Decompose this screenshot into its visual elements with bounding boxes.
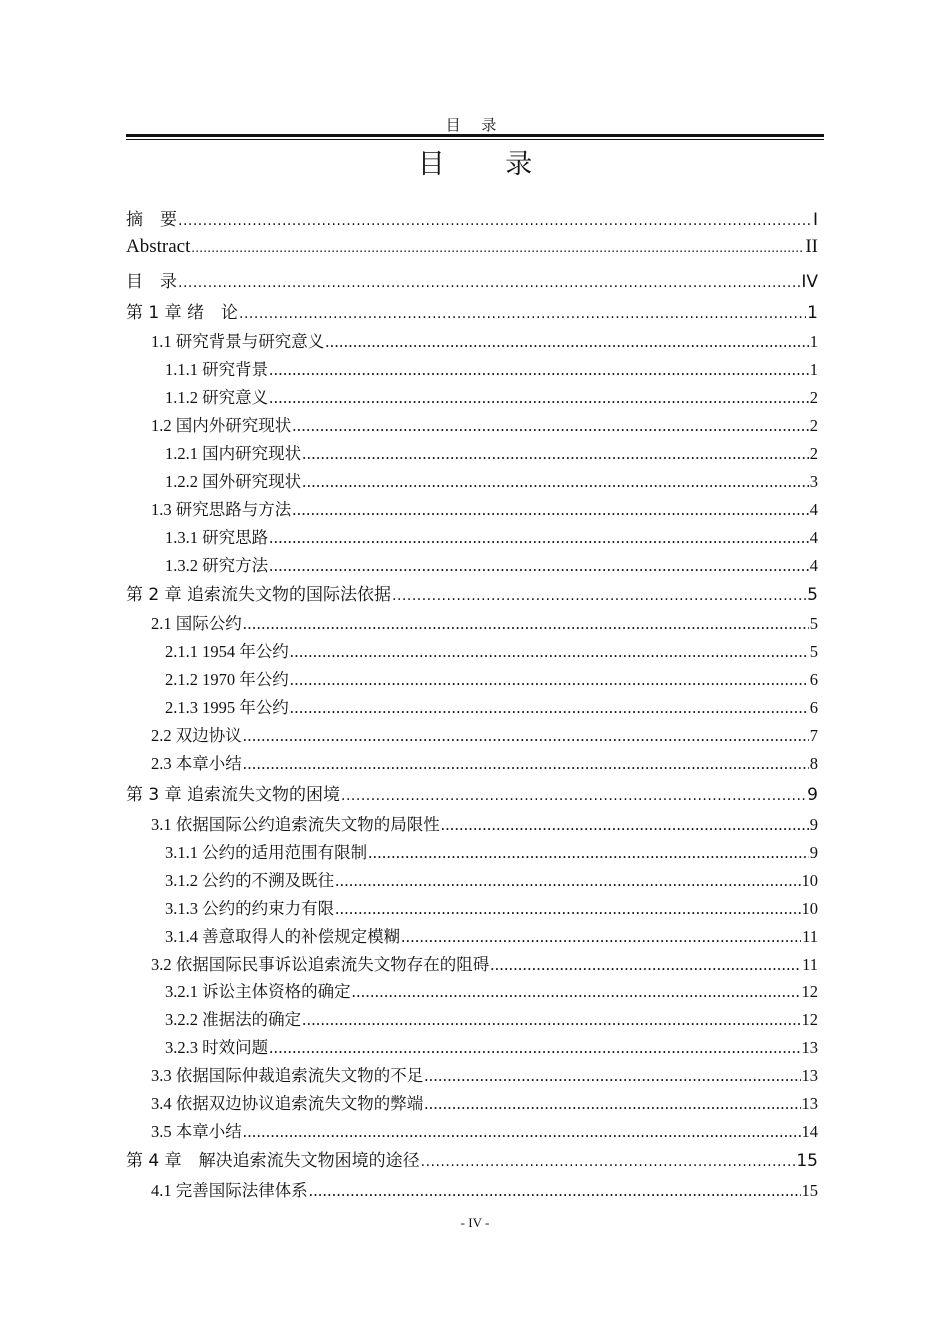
toc-dot-leader [341,788,806,804]
toc-dot-leader [424,1066,800,1086]
toc-entry[interactable] [126,328,818,352]
toc-entry[interactable] [126,1034,818,1058]
toc-dot-leader [441,815,809,835]
toc-entry[interactable] [126,1146,818,1171]
toc-dot-leader [368,843,809,863]
toc-entry-page: 1 [807,303,818,323]
toc-entry[interactable] [126,951,818,975]
toc-entry-page: 8 [809,754,818,773]
toc-entry-label: 3.1 依据国际公约追索流失文物的局限性 [151,815,440,834]
toc-entry-label: 1.2.2 国外研究现状 [165,472,302,491]
toc-entry-page: 11 [802,927,818,946]
toc-entry-page: 5 [807,585,818,605]
toc-dot-leader [178,213,812,229]
toc-dot-leader [292,500,809,520]
toc-entry[interactable] [126,923,818,947]
toc-entry[interactable] [126,1062,818,1086]
toc-entry[interactable] [126,552,818,576]
toc-entry-page: 1 [809,332,818,351]
toc-entry[interactable] [126,356,818,380]
toc-entry[interactable] [126,524,818,548]
toc-dot-leader [325,332,809,352]
toc-dot-leader [335,871,800,891]
toc-entry-page: I [812,210,818,230]
toc-entry-page: 1 [809,360,818,379]
header-rule-thin [126,139,824,140]
toc-entry-page: IV [801,272,818,292]
toc-entry-label: 3.3 依据国际仲裁追索流失文物的不足 [151,1066,424,1085]
toc-entry-page: 15 [801,1181,818,1200]
toc-entry[interactable] [126,1090,818,1114]
toc-entry[interactable] [126,895,818,919]
toc-dot-leader [302,472,809,492]
toc-entry[interactable] [126,1118,818,1142]
toc-entry-page: 9 [809,843,818,862]
toc-entry-page: 4 [809,556,818,575]
toc-entry[interactable] [126,750,818,774]
toc-entry-page: 13 [801,1038,818,1057]
toc-entry-page: 5 [809,642,818,661]
toc-entry[interactable] [126,267,818,292]
toc-entry[interactable] [126,236,818,258]
toc-title: 目 录 [417,149,559,180]
toc-dot-leader [269,1038,800,1058]
toc-entry[interactable] [126,811,818,835]
toc-entry-label: 3.1.1 公约的适用范围有限制 [165,843,368,862]
toc-dot-leader [302,1010,800,1030]
toc-entry[interactable] [126,978,818,1002]
running-header: 目 录 [445,116,505,134]
toc-dot-leader [243,1122,801,1142]
toc-dot-leader [191,241,804,257]
toc-entry-page: 12 [801,982,818,1001]
toc-dot-leader [490,955,801,975]
toc-entry[interactable] [126,839,818,863]
toc-dot-leader [421,1154,796,1170]
toc-entry[interactable] [126,610,818,634]
toc-entry-label: 4.1 完善国际法律体系 [151,1181,308,1200]
toc-entry-page: 4 [809,500,818,519]
toc-dot-leader [335,899,800,919]
toc-entry[interactable] [126,468,818,492]
header-rule-thick [126,134,824,137]
toc-entry-label: 3.2.2 准据法的确定 [165,1010,302,1029]
toc-entry-label: 第 3 章 追索流失文物的困境 [126,785,341,805]
toc-entry-page: 2 [809,388,818,407]
toc-entry-label: 2.1.2 1970 年公约 [165,670,289,689]
toc-dot-leader [292,416,809,436]
toc-entry-label: 3.4 依据双边协议追索流失文物的弊端 [151,1094,424,1113]
toc-entry-label: 3.5 本章小结 [151,1122,242,1141]
toc-entry[interactable] [126,780,818,805]
toc-dot-leader [401,927,801,947]
toc-entry[interactable] [126,694,818,718]
toc-entry[interactable] [126,580,818,605]
toc-entry-label: 3.1.2 公约的不溯及既往 [165,871,335,890]
toc-entry-page: 6 [809,670,818,689]
toc-entry-label: 3.2.3 时效问题 [165,1038,269,1057]
toc-entry-label: 1.3.1 研究思路 [165,528,269,547]
toc-entry-page: 9 [809,815,818,834]
toc-dot-leader [392,588,806,604]
toc-entry[interactable] [126,496,818,520]
toc-entry[interactable] [126,666,818,690]
toc-entry[interactable] [126,384,818,408]
toc-entry-label: 3.1.4 善意取得人的补偿规定模糊 [165,927,401,946]
toc-entry-page: 6 [809,698,818,717]
toc-dot-leader [243,614,809,634]
toc-dot-leader [290,698,809,718]
toc-entry[interactable] [126,1006,818,1030]
toc-entry[interactable] [126,412,818,436]
toc-entry-page: 4 [809,528,818,547]
toc-entry-page: 10 [801,899,818,918]
toc-entry-page: II [805,236,818,257]
toc-entry[interactable] [126,205,818,230]
toc-entry-label: 1.1.2 研究意义 [165,388,269,407]
toc-entry-page: 10 [801,871,818,890]
toc-entry-label: 2.1 国际公约 [151,614,242,633]
toc-entry[interactable] [126,638,818,662]
toc-entry-label: 1.1.1 研究背景 [165,360,269,379]
toc-dot-leader [290,670,809,690]
toc-dot-leader [239,306,806,322]
toc-dot-leader [269,556,809,576]
toc-entry-label: 1.3 研究思路与方法 [151,500,292,519]
toc-entry-page: 5 [809,614,818,633]
toc-entry-label: 第 2 章 追索流失文物的国际法依据 [126,585,392,605]
toc-entry-page: 13 [801,1066,818,1085]
toc-entry-label: 1.3.2 研究方法 [165,556,269,575]
toc-entry-label: 3.2.1 诉讼主体资格的确定 [165,982,351,1001]
toc-dot-leader [269,388,809,408]
toc-entry-label: 1.2 国内外研究现状 [151,416,292,435]
toc-entry-page: 9 [807,785,818,805]
toc-entry-page: 2 [809,416,818,435]
toc-entry-label: 2.1.3 1995 年公约 [165,698,289,717]
toc-dot-leader [290,642,809,662]
toc-entry-label: 1.1 研究背景与研究意义 [151,332,325,351]
toc-entry-page: 12 [801,1010,818,1029]
toc-dot-leader [424,1094,800,1114]
toc-entry[interactable] [126,298,818,323]
toc-entry-page: 14 [801,1122,818,1141]
toc-entry-page: 13 [801,1094,818,1113]
toc-entry-label: 第 4 章 解决追索流失文物困境的途径 [126,1151,420,1171]
toc-entry[interactable] [126,867,818,891]
toc-dot-leader [309,1181,801,1201]
toc-entry-label: 3.2 依据国际民事诉讼追索流失文物存在的阻碍 [151,955,490,974]
toc-entry-label: 2.1.1 1954 年公约 [165,642,289,661]
toc-entry[interactable] [126,1177,818,1201]
toc-entry-page: 15 [796,1151,818,1171]
toc-dot-leader [243,754,809,774]
toc-dot-leader [352,982,801,1002]
toc-entry[interactable] [126,440,818,464]
page-number: - IV - [460,1215,490,1230]
toc-dot-leader [302,444,809,464]
toc-entry-page: 7 [809,726,818,745]
toc-entry-label: 2.2 双边协议 [151,726,242,745]
toc-entry-label: 摘 要 [126,210,177,230]
toc-entry-page: 3 [809,472,818,491]
toc-dot-leader [269,360,809,380]
toc-entry-label: 2.3 本章小结 [151,754,242,773]
toc-dot-leader [243,726,809,746]
toc-entry-page: 2 [809,444,818,463]
toc-dot-leader [269,528,809,548]
toc-entry-label: 目 录 [126,272,177,292]
toc-entry-label: 1.2.1 国内研究现状 [165,444,302,463]
toc-entry-label: Abstract [126,236,191,257]
toc-dot-leader [178,275,800,291]
toc-entry[interactable] [126,722,818,746]
toc-entry-page: 11 [802,955,818,974]
toc-entry-label: 第 1 章 绪 论 [126,303,239,323]
toc-entry-label: 3.1.3 公约的约束力有限 [165,899,335,918]
